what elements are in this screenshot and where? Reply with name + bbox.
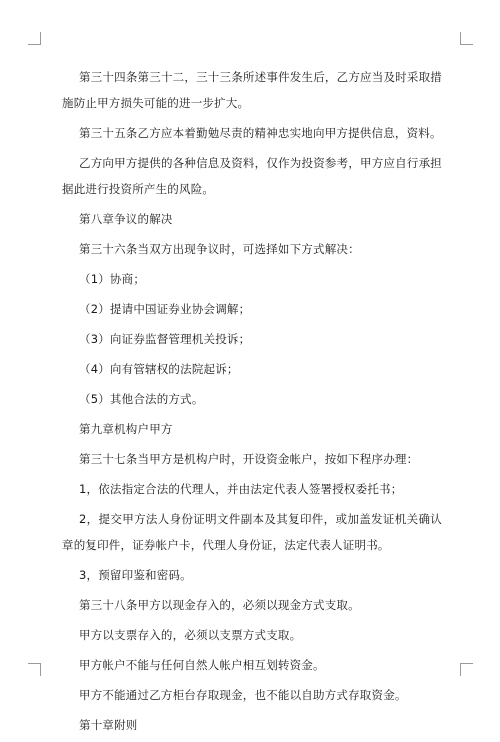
procedure-step: 1，依法指定合法的代理人，并由法定代表人签署授权委托书； [79, 482, 403, 496]
chapter-8-heading: 第八章争议的解决 [79, 212, 173, 226]
list-item: （1）协商； [79, 272, 146, 286]
crop-mark-bottom-left [28, 663, 41, 676]
list-item: （5）其他合法的方式。 [79, 392, 204, 406]
article-35-continued: 乙方向甲方提供的各种信息及资料，仅作为投资参考，甲方应自行承担据此进行投资所产生的风险。 [62, 156, 442, 196]
article-35: 第三十五条乙方应本着勤勉尽责的精神忠实地向甲方提供信息，资料。 [79, 126, 442, 140]
article-38-clause: 甲方不能通过乙方柜台存取现金，也不能以自助方式存取资金。 [79, 688, 407, 702]
article-38-clause: 甲方帐户不能与任何自然人帐户相互划转资金。 [79, 658, 325, 672]
crop-mark-top-right [460, 32, 473, 45]
list-item: （3）向证券监督管理机关投诉； [79, 332, 251, 346]
procedure-step: 2，提交甲方法人身份证明文件副本及其复印件，或加盖发证机关确认章的复印件，证券帐户卡，代理人身份证，法定代表人证明书。 [62, 512, 442, 552]
article-37: 第三十七条当甲方是机构户时，开设资金帐户，按如下程序办理： [79, 452, 419, 466]
list-item: （4）向有管辖权的法院起诉； [79, 362, 239, 376]
article-38: 第三十八条甲方以现金存入的，必须以现金方式支取。 [79, 598, 360, 612]
document-body [62, 64, 442, 742]
article-34: 第三十四条第三十二，三十三条所述事件发生后，乙方应当及时采取措施防止甲方损失可能的进一步扩大。 [62, 70, 442, 110]
chapter-10-heading: 第十章附则 [79, 718, 138, 732]
crop-mark-bottom-right [460, 663, 473, 676]
list-item: （2）提请中国证券业协会调解； [79, 302, 251, 316]
article-36: 第三十六条当双方出现争议时，可选择如下方式解决： [79, 242, 360, 256]
procedure-step: 3，预留印鉴和密码。 [79, 568, 192, 582]
chapter-9-heading: 第九章机构户甲方 [79, 422, 173, 436]
article-38-clause: 甲方以支票存入的，必须以支票方式支取。 [79, 628, 302, 642]
crop-mark-top-left [28, 32, 41, 45]
